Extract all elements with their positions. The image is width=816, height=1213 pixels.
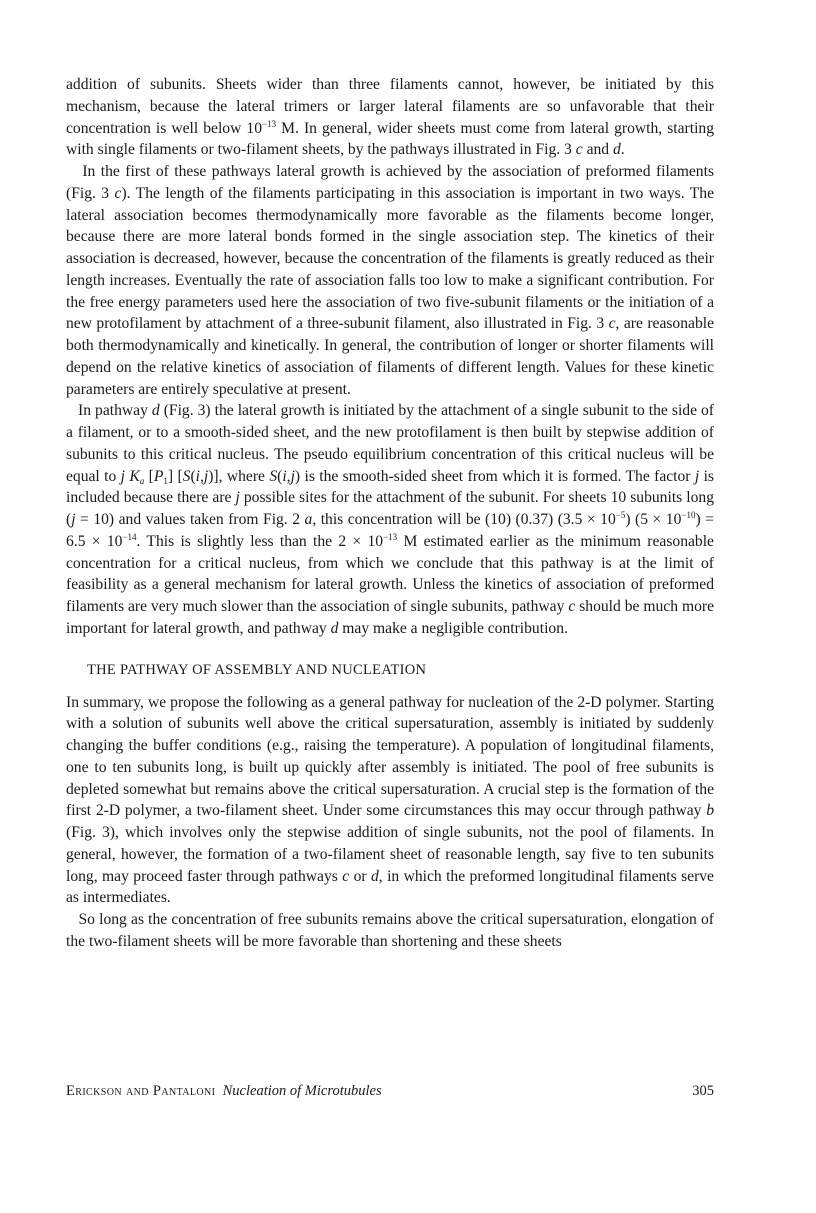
paragraph-5 <box>66 909 714 953</box>
footer-authors: Erickson and Pantaloni <box>66 1083 216 1099</box>
paragraph-1: addition of subunits. Sheets wider than three filaments cannot, however, be initiated by this mechanism, because the lateral trimers or larger lateral filaments are so unfavorable that their concentration is well below $10^{-13}$ M. In general, wider sheets must come from lateral growth, starting with single filaments or two-filament sheets, by the pathways illustrated in Fig. 3 c and d. <box>66 76 714 159</box>
paragraph-3: In pathway d (Fig. 3) the lateral growth is initiated by the attachment of a single subunit to the side of a filament, or to a smooth-sided sheet, and the new protofilament is then built by stepwise addition of subunits to this critical nucleus. The pseudo equilibrium concentration of this critical nucleus will be equal to j $K_a$ $[P_1]$ [S(i,j)], where S(i,j) is the smooth-sided sheet from which it is formed. The factor j is included because there are j possible sites for the attachment of the subunit. For sheets 10 subunits long (j = 10) and values taken from Fig. 2 a, this concentration will be (10) (0.37) $(3.5 \times 10^{-5})$ $(5 \times 10^{-10}) = 6.5 \times 10^{-14}$. This is slightly less than the $2 \times 10^{-13}$ M estimated earlier as the minimum reasonable concentration for a critical nucleus, from which we conclude that this pathway is at the limit of feasibility as a general mechanism for lateral growth. Unless the kinetics of association of preformed filaments are very much slower than the association of single subunits, pathway c should be much more important for lateral growth, and pathway d may make a negligible contribution. <box>66 402 714 637</box>
footer-running-title: Nucleation of Microtubules <box>222 1083 382 1099</box>
page-number: 305 <box>692 1083 714 1099</box>
paragraph-5-text: So long as the concentration of free subunits remains above the critical supersaturation, elongation of the two-filament sheets will be more favorable than shortening and these sheets <box>66 911 714 950</box>
page-footer <box>66 1083 714 1107</box>
paragraph-4: In summary, we propose the following as a general pathway for nucleation of the 2-D polymer. Starting with a solution of subunits well above the critical supersaturation, assembly is initiated by suddenly changing the buffer conditions (e.g., raising the temperature). A population of longitudinal filaments, one to ten subunits long, is built up quickly after assembly is initiated. The pool of free subunits is depleted somewhat but remains above the critical supersaturation. A crucial step is the formation of the first 2-D polymer, a two-filament sheet. Under some circumstances this may occur through pathway b (Fig. 3), which involves only the stepwise addition of single subunits, not the pool of filaments. In general, however, the formation of a two-filament sheet of reasonable length, say five to ten subunits long, may proceed faster through pathways c or d, in which the preformed longitudinal filaments serve as intermediates. <box>66 693 714 907</box>
running-footer <box>66 1083 382 1100</box>
paragraph-2: In the first of these pathways lateral growth is achieved by the association of preformed filaments (Fig. 3 c). The length of the filaments participating in this association is important in two ways. The lateral association becomes thermodynamically more favorable as the filaments become longer, because there are more lateral bonds formed in the single association step. The kinetics of their association is decreased, however, because the concentration of the filaments is greatly reduced as their length increases. Eventually the rate of association falls too low to make a significant contribution. For the free energy parameters used here the association of two five-subunit filaments or the initiation of a new protofilament by attachment of a three-subunit filament, also illustrated in Fig. 3 c, are reasonable both thermodynamically and kinetically. In general, the contribution of longer or shorter filaments will depend on the relative kinetics of association of filaments of different length. Values for these kinetic parameters are entirely speculative at present. <box>66 163 714 398</box>
page-body <box>66 74 714 953</box>
section-heading: THE PATHWAY OF ASSEMBLY AND NUCLEATION <box>87 661 427 678</box>
